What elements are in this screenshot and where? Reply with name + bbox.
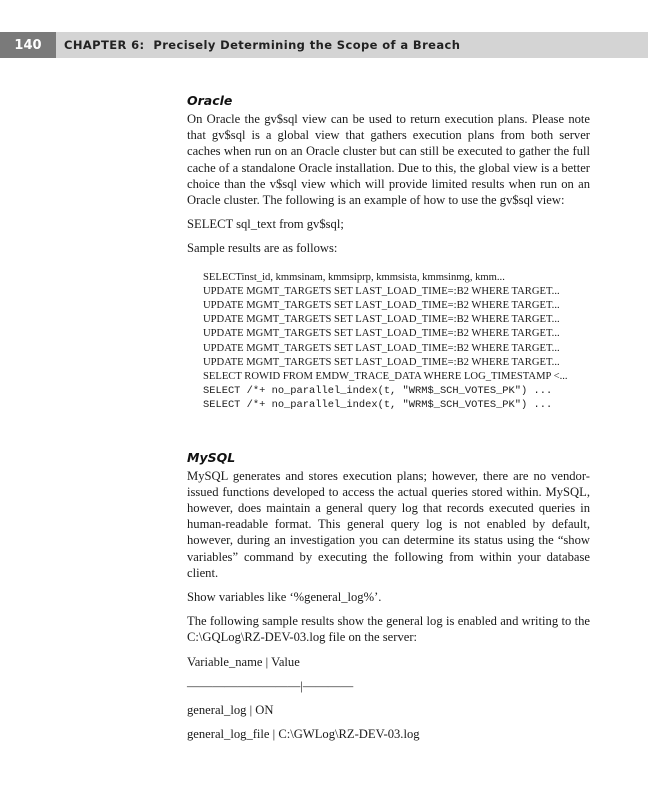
- code-line: SELECTinst_id, kmmsinam, kmmsiprp, kmmsista, kmmsinmg, kmm...: [203, 271, 505, 283]
- running-header: [0, 32, 648, 58]
- code-line: UPDATE MGMT_TARGETS SET LAST_LOAD_TIME=:B2 WHERE TARGET...: [203, 342, 560, 354]
- mysql-sample-intro: The following sample results show the general log is enabled and writing to the C:\GQLog\RZ-DEV-03.log file on the server:: [187, 614, 590, 645]
- chapter-label: CHAPTER 6:: [64, 38, 145, 52]
- code-line: SELECT /*+ no_parallel_index(t, "WRM$_SCH_VOTES_PK") ...: [203, 385, 553, 398]
- oracle-query: SELECT sql_text from gv$sql;: [187, 217, 344, 232]
- code-line: UPDATE MGMT_TARGETS SET LAST_LOAD_TIME=:B2 WHERE TARGET...: [203, 356, 560, 368]
- code-line: SELECT ROWID FROM EMDW_TRACE_DATA WHERE LOG_TIMESTAMP <...: [203, 371, 568, 383]
- mysql-row-general-log-file: general_log_file | C:\GWLog\RZ-DEV-03.log: [187, 727, 420, 742]
- oracle-paragraph: On Oracle the gv$sql view can be used to return execution plans. Please note that gv$sql is a global view that gathers execution plans from both server caches when run on an Oracle cluster but can still be executed to gather the full cache of a standalone Oracle installation. Due to this, the global view is a better choice than the v$sql view which will provide limited results when run on an Oracle cluster. The following is an example of how to use the gv$sql view:: [187, 112, 590, 208]
- mysql-table-header: Variable_name | Value: [187, 654, 300, 669]
- code-line: SELECT /*+ no_parallel_index(t, "WRM$_SCH_VOTES_PK") ...: [203, 399, 553, 412]
- page-number: 140: [0, 32, 56, 58]
- chapter-name: Precisely Determining the Scope of a Breach: [153, 38, 461, 52]
- code-line: UPDATE MGMT_TARGETS SET LAST_LOAD_TIME=:B2 WHERE TARGET...: [203, 300, 560, 312]
- mysql-query: Show variables like ‘%general_log%’.: [187, 590, 382, 605]
- oracle-section: [187, 92, 590, 413]
- oracle-sample-results: [203, 271, 590, 413]
- page-body: [187, 92, 590, 751]
- mysql-row-general-log: general_log | ON: [187, 703, 274, 718]
- mysql-table-divider: —————————|————: [187, 678, 354, 693]
- chapter-title: [64, 32, 460, 58]
- code-line: UPDATE MGMT_TARGETS SET LAST_LOAD_TIME=:B2 WHERE TARGET...: [203, 328, 560, 340]
- mysql-heading: MySQL: [187, 449, 236, 465]
- code-line: UPDATE MGMT_TARGETS SET LAST_LOAD_TIME=:B2 WHERE TARGET...: [203, 314, 560, 326]
- code-line: UPDATE MGMT_TARGETS SET LAST_LOAD_TIME=:B2 WHERE TARGET...: [203, 285, 560, 297]
- oracle-heading: Oracle: [187, 93, 233, 108]
- mysql-section: [187, 449, 590, 743]
- oracle-sample-intro: Sample results are as follows:: [187, 241, 338, 256]
- mysql-paragraph: MySQL generates and stores execution plans; however, there are no vendor-issued functions developed to access the actual queries stored within. MySQL, however, does maintain a general query log that records executed queries in human-readable format. This general query log is not enabled by default, however, during an investigation you can determine its status using the “show variables” command by executing the following from within your database client.: [187, 468, 590, 580]
